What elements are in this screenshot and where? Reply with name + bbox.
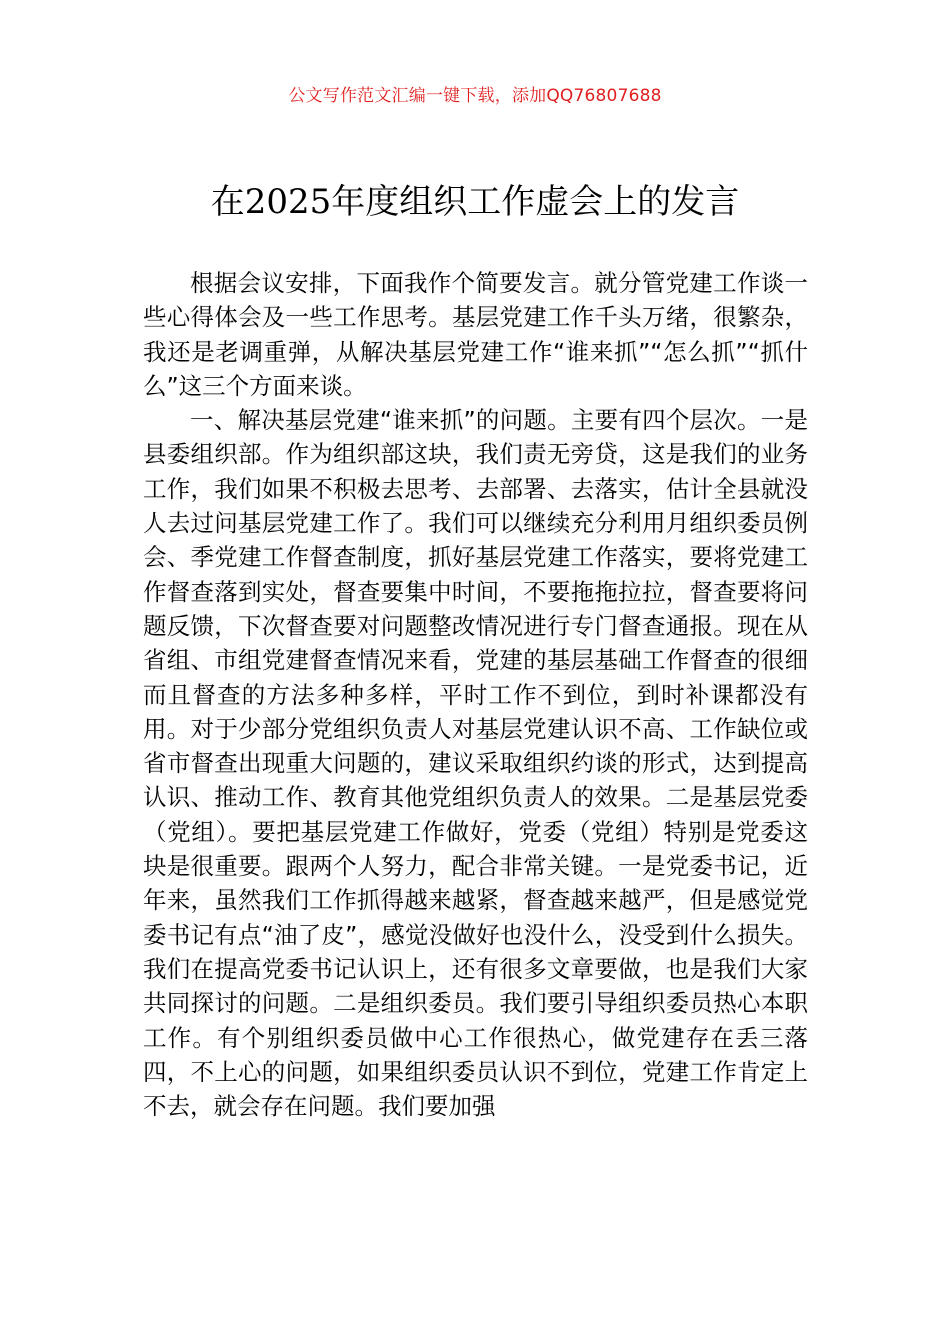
document-body <box>143 266 808 1123</box>
document-title: 在2025年度组织工作虚会上的发言 <box>210 182 740 222</box>
paragraph-section-one: 一、解决基层党建“谁来抓”的问题。主要有四个层次。一是县委组织部。作为组织部这块，我们责无旁贷，这是我们的业务工作，我们如果不积极去思考、去部署、去落实，估计全县就没人去过问基层党建工作了。我们可以继续充分利用月组织委员例会、季党建工作督查制度，抓好基层党建工作落实，要将党建工作督查落到实处，督查要集中时间，不要拖拖拉拉，督查要将问题反馈，下次督查要对问题整改情况进行专门督查通报。现在从省组、市组党建督查情况来看，党建的基层基础工作督查的很细而且督查的方法多种多样，平时工作不到位，到时补课都没有用。对于少部分党组织负责人对基层党建认识不高、工作缺位或省市督查出现重大问题的，建议采取组织约谈的形式，达到提高认识、推动工作、教育其他党组织负责人的效果。二是基层党委（党组）。要把基层党建工作做好，党委（党组）特别是党委这块是很重要。跟两个人努力，配合非常关键。一是党委书记，近年来，虽然我们工作抓得越来越紧，督查越来越严，但是感觉党委书记有点“油了皮”，感觉没做好也没什么，没受到什么损失。我们在提高党委书记认识上，还有很多文章要做，也是我们大家共同探讨的问题。二是组织委员。我们要引导组织委员热心本职工作。有个别组织委员做中心工作很热心，做党建存在丢三落四，不上心的问题，如果组织委员认识不到位，党建工作肯定上不去，就会存在问题。我们要加强 <box>143 406 808 1121</box>
download-promo-note: 公文写作范文汇编一键下载，添加QQ76807688 <box>288 86 662 106</box>
paragraph-intro: 根据会议安排，下面我作个简要发言。就分管党建工作谈一些心得体会及一些工作思考。基层党建工作千头万绪，很繁杂，我还是老调重弹，从解决基层党建工作“谁来抓”“怎么抓”“抓什么”这三个方面来谈。 <box>143 269 808 400</box>
